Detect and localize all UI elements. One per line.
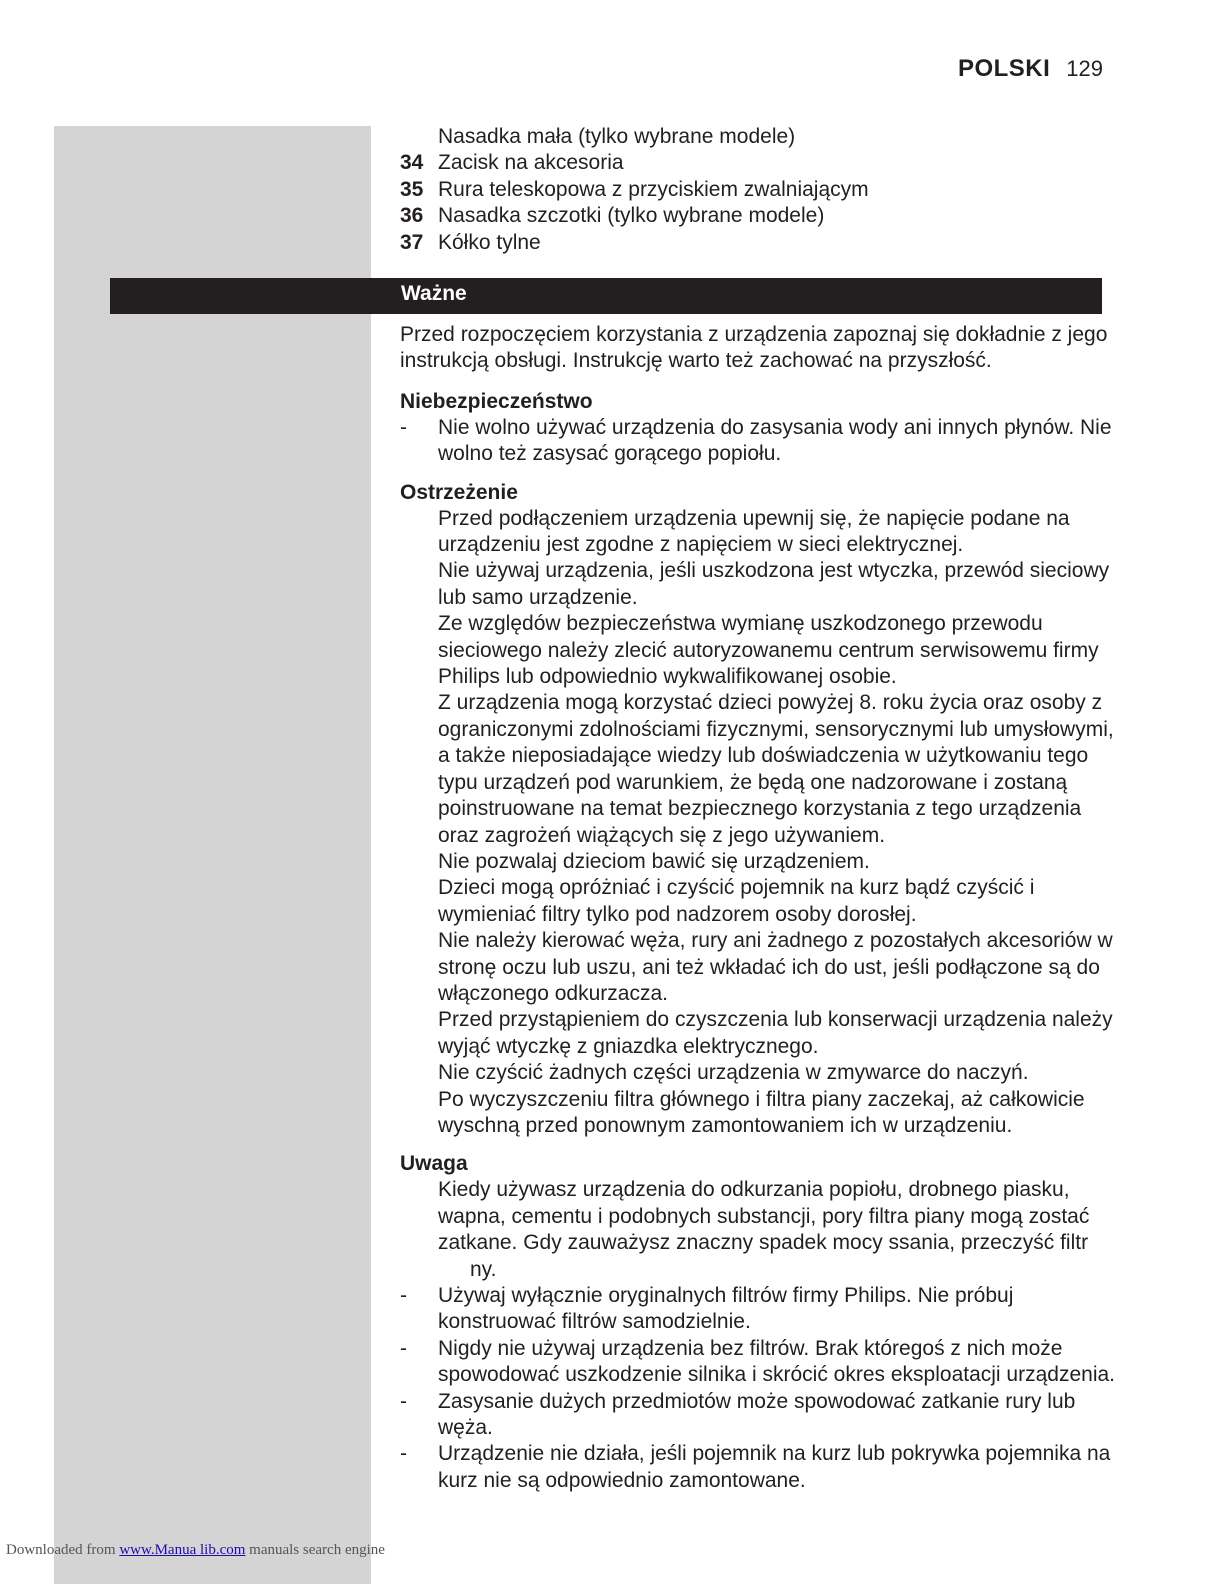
bullet xyxy=(400,875,438,928)
bullet: - xyxy=(400,1284,407,1307)
language-label: POLSKI xyxy=(957,55,1051,82)
list-item xyxy=(400,875,1120,928)
list-item xyxy=(400,415,1120,468)
bullet xyxy=(400,1087,438,1140)
warning-heading: Ostrzeżenie xyxy=(400,480,518,504)
item-text: Nigdy nie używaj urządzenia bez filtrów. Brak któregoś z nich może spowodować uszkodzenie silnika i skrócić okres eksploatacji urządzenia. xyxy=(438,1336,1115,1387)
bullet xyxy=(400,690,438,848)
list-item xyxy=(400,1177,1120,1283)
list-item xyxy=(400,1283,1120,1336)
bullet xyxy=(400,849,438,875)
bullet: - xyxy=(400,1336,407,1360)
item-text: Urządzenie nie działa, jeśli pojemnik na kurz lub pokrywka pojemnika na kurz nie są odpowiednio zamontowane. xyxy=(438,1442,1111,1492)
parts-list xyxy=(400,124,1120,256)
caution-block xyxy=(400,1151,1120,1494)
list-item xyxy=(400,690,1120,848)
danger-block xyxy=(400,389,1120,468)
item-text: Z urządzenia mogą korzystać dzieci powyżej 8. roku życia oraz osoby z ograniczonymi zdolnościami fizycznymi, sensorycznymi lub umysłowymi, a także nieposiadające wiedzy lub doświadczenia w użytkowaniu tego typu urządzeń pod warunkiem, że będą one nadzorowane i zostaną poinstruowane na temat bezpiecznego korzystania z tego urządzenia oraz zagrożeń wiążących się z jego używaniem. xyxy=(438,691,1114,847)
page-number: 129 xyxy=(1066,56,1103,81)
intro-paragraph: Przed rozpoczęciem korzystania z urządzenia zapoznaj się dokładnie z jego instrukcją obsługi. Instrukcję warto też zachować na przyszłość. xyxy=(400,323,1108,373)
bullet: - xyxy=(400,415,407,439)
item-text: Używaj wyłącznie oryginalnych filtrów firmy Philips. Nie próbuj konstruować filtrów samodzielnie. xyxy=(438,1284,1014,1334)
item-text: Nie pozwalaj dzieciom bawić się urządzeniem. xyxy=(438,849,870,873)
bullet xyxy=(400,1060,438,1086)
section-title: Ważne xyxy=(401,282,467,305)
list-item xyxy=(400,1087,1120,1140)
bullet: - xyxy=(400,1389,407,1413)
item-text: Nie używaj urządzenia, jeśli uszkodzona jest wtyczka, przewód sieciowy lub samo urządzenie. xyxy=(438,559,1110,609)
page-header xyxy=(958,55,1103,83)
part-label: Nasadka mała (tylko wybrane modele) xyxy=(438,125,796,148)
part-label: Zacisk na akcesoria xyxy=(438,151,624,175)
bullet: - xyxy=(400,1442,407,1466)
item-text: Zasysanie dużych przedmiotów może spowodować zatkanie rury lub węża. xyxy=(438,1389,1076,1440)
list-item xyxy=(400,177,1120,203)
list-item xyxy=(400,849,1120,875)
warning-block xyxy=(400,480,1120,1140)
list-item xyxy=(400,558,1120,611)
section-header-bar xyxy=(110,278,1102,314)
part-label: Rura teleskopowa z przyciskiem zwalniającym xyxy=(438,177,869,201)
download-footer xyxy=(6,1542,385,1559)
caution-first-text: Kiedy używasz urządzenia do odkurzania popiołu, drobnego piasku, wapna, cementu i podobnych substancji, pory filtra piany mogą zostać zatkane. Gdy zauważysz znaczny spadek mocy ssania, przeczyść filtr xyxy=(438,1178,1090,1255)
item-text: Nie należy kierować węża, rury ani żadnego z pozostałych akcesoriów w stronę oczu lub uszu, ani też wkładać ich do ust, jeśli podłączone są do włączonego odkurzacza. xyxy=(438,929,1113,1005)
list-item xyxy=(400,230,1120,256)
manualslib-link[interactable]: www.Manua lib.com xyxy=(119,1542,246,1558)
caution-heading: Uwaga xyxy=(400,1152,468,1176)
footer-suffix: manuals search engine xyxy=(249,1542,385,1558)
part-label: Kółko tylne xyxy=(438,230,541,254)
item-text xyxy=(438,1177,1120,1283)
list-item xyxy=(400,1389,1120,1442)
sidebar-gray-panel xyxy=(54,126,371,1584)
list-item xyxy=(400,611,1120,690)
item-text: Dzieci mogą opróżniać i czyścić pojemnik na kurz bądź czyścić i wymieniać filtry tylko pod nadzorem osoby dorosłej. xyxy=(438,876,1035,926)
item-text: Nie wolno używać urządzenia do zasysania wody ani innych płynów. Nie wolno też zasysać gorącego popiołu. xyxy=(438,415,1112,466)
bullet xyxy=(400,506,438,559)
caution-first-tail: ny. xyxy=(470,1257,497,1281)
item-text: Przed podłączeniem urządzenia upewnij się, że napięcie podane na urządzeniu jest zgodne z napięciem w sieci elektrycznej. xyxy=(438,506,1070,557)
danger-heading: Niebezpieczeństwo xyxy=(400,389,593,413)
item-text: Nie czyścić żadnych części urządzenia w zmywarce do naczyń. xyxy=(438,1061,1029,1085)
list-item xyxy=(400,203,1120,229)
list-item xyxy=(400,506,1120,559)
bullet xyxy=(400,611,438,690)
part-number xyxy=(400,124,438,150)
bullet xyxy=(400,558,438,611)
part-number: 36 xyxy=(400,204,424,228)
item-text: Ze względów bezpieczeństwa wymianę uszkodzonego przewodu sieciowego należy zlecić autoryzowanemu centrum serwisowemu firmy Philips lub odpowiednio wykwalifikowanej osobie. xyxy=(438,612,1099,689)
item-text: Przed przystąpieniem do czyszczenia lub konserwacji urządzenia należy wyjąć wtyczkę z gniazdka elektrycznego. xyxy=(438,1008,1113,1058)
list-item xyxy=(400,1336,1120,1389)
bullet xyxy=(400,928,438,1007)
list-item xyxy=(400,124,1120,150)
part-number: 35 xyxy=(400,177,424,201)
bullet-spacer xyxy=(400,1177,438,1283)
list-item xyxy=(400,1007,1120,1060)
section-content xyxy=(400,322,1120,1506)
list-item xyxy=(400,928,1120,1007)
list-item xyxy=(400,1441,1120,1494)
part-number: 37 xyxy=(400,230,424,254)
part-label: Nasadka szczotki (tylko wybrane modele) xyxy=(438,204,825,228)
list-item xyxy=(400,1060,1120,1086)
list-item xyxy=(400,150,1120,176)
item-text: Po wyczyszczeniu filtra głównego i filtra piany zaczekaj, aż całkowicie wyschną przed ponownym zamontowaniem ich w urządzeniu. xyxy=(438,1087,1085,1137)
bullet xyxy=(400,1007,438,1060)
footer-prefix: Downloaded from xyxy=(6,1542,116,1558)
part-number: 34 xyxy=(400,151,424,175)
